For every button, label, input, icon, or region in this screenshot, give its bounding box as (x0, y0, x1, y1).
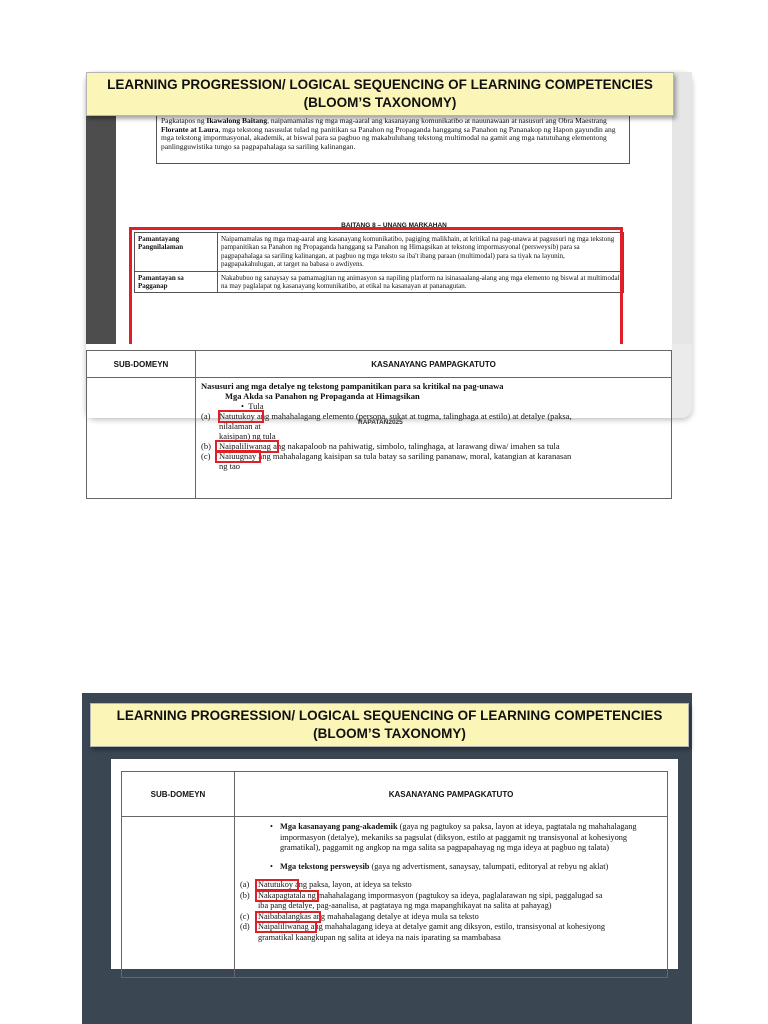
competency-heading: Nasusuri ang mga detalye ng tekstong pampanitikan para sa kritikal na pag-unawa (201, 381, 504, 391)
standard-label: Pamantayang Pangnilalaman (135, 233, 218, 272)
title-banner (90, 703, 689, 747)
grade-label: Ikawalong Baitang (206, 116, 268, 125)
list-item: (c) Naiuugnay ang mahahalagang kaisipan sa tula batay sa sariling pananaw, moral, katangian at karanasan ng tao (201, 451, 572, 471)
competency-content (235, 817, 667, 943)
literary-title: Florante at Laura (161, 124, 219, 134)
column-header-subdomain: SUB-DOMEYN (87, 351, 196, 378)
verb-highlight-box (255, 921, 317, 933)
curriculum-page-excerpt (116, 114, 672, 344)
list-item: (a) Natutukoy ang paksa, layon, at ideya sa teksto (240, 880, 412, 889)
table-header-row (87, 351, 672, 378)
list-item: (a) Natutukoy ang mahahalagang elemento (persona, sukat at tugma, talinghaga at estilo) at detalye (paksa, nilalaman at kaisipan) ng tula (201, 411, 572, 441)
competency-verb: Naipaliliwanag (219, 441, 271, 451)
banner-title-line-1: LEARNING PROGRESSION/ LOGICAL SEQUENCING OF LEARNING COMPETENCIES (116, 708, 663, 723)
table-row (122, 817, 668, 978)
quarter-label: BAITANG 8 – UNANG MARKAHAN (341, 222, 447, 229)
competency-content (196, 378, 671, 471)
subdomain-cell (87, 378, 196, 499)
slide-1-right-strip (672, 72, 692, 344)
competency-verb: Naibabalangkas (258, 911, 311, 921)
list-item: • Mga tekstong persweysib (gaya ng advertisment, sanaysay, talumpati, editoryal at rebyu ng aklat) (270, 861, 609, 871)
banner-title-line-2: (BLOOM’S TAXONOMY) (313, 726, 466, 741)
competency-cell (235, 817, 668, 978)
subdomain-cell (122, 817, 235, 978)
competency-subheading: Mga Akda sa Panahon ng Propaganda at Himagsikan (225, 391, 420, 401)
competency-cell (196, 378, 672, 499)
banner-title-line-1: LEARNING PROGRESSION/ LOGICAL SEQUENCING OF LEARNING COMPETENCIES (107, 77, 653, 92)
list-item: • Mga kasanayang pang-akademik (gaya ng pagtukoy sa paksa, layon at ideya, pagtatala ng mahahalagang impormasyon (detalye), mekaniks sa pagsulat (diksyon, estilo at paggamit ng transisyonal at kohesiyong gramatikal), paggamit ng angkop na mga salita sa pagpapahayag ng mga ideya at pagbuo ng talata) (270, 822, 637, 852)
standard-text: Naipamamalas ng mga mag-aaral ang kasanayang komunikatibo, pagiging malikhain, at kritikal na pag-unawa at pagsusuri ng mga tekstong pampanitikan sa Panahon ng Propaganda hanggang sa Panahon ng Himagsikan at tekstong impormasyonal (persweysib) para sa pagpapahalaga sa sariling kalinangan, at pagbuo ng mga teksto sa iba't ibang paraan (multimodal) para sa tiyak na layunin, pagpapakahulugan, at target na babasa o awdiyens. (218, 233, 624, 272)
slide-2 (82, 693, 692, 1024)
intro-paragraph: Pagkatapos ng Ikawalong Baitang, naipamamalas ng mga mag-aaral ang kasanayang komunikatibo at nauunawaan at nasusuri ang Obra Maestrang Florante at Laura, mga tekstong nasusulat tulad ng panitikan sa Panahon ng Propaganda hanggang sa Panahon ng Pananakop ng Hapon gayundin ang mga tekstong impormasyonal, akademik, at biswal para sa pagbuo ng makabuluhang tekstong multimodal na gamit ang mga natutuhang elementong panlingguwistika tungo sa pagpapahalaga sa sariling kalinangan. (156, 114, 630, 164)
column-header-competency: KASANAYANG PAMPAGKATUTO (196, 351, 672, 378)
standard-text: Nakabubuo ng sanaysay sa pamamagitan ng animasyon sa napiling platform na isinasaalang-alang ang mga elemento ng biswal at multimodal na may paglalapat ng kasanayang komunikatibo, at etikal na kasanayan at pananagutan. (218, 271, 624, 293)
list-item: • Tula (241, 401, 264, 411)
competency-verb: Natutukoy (219, 411, 255, 421)
verb-highlight-box (215, 450, 261, 463)
table-header-row (122, 772, 668, 817)
column-header-competency: KASANAYANG PAMPAGKATUTO (235, 772, 668, 817)
verb-highlight-box (255, 890, 319, 902)
verb-highlight-box (218, 410, 264, 423)
standard-label: Pamantayan sa Pagganap (135, 271, 218, 293)
list-item: (c) Naibabalangkas ang mahahalagang detalye at ideya mula sa teksto (240, 911, 479, 921)
list-item: (b) Nakapagtatala ng mahahalagang impormasyon (pagtukoy sa ideya, paglalarawan ng sipi, paggalugad sa iba pang detalye, pag-aanalisa, at pagtataya ng mga mapanghikayat na salita at pahayag) (240, 890, 603, 910)
competency-verb: Nakapagtatala (258, 890, 306, 900)
table-row (87, 378, 672, 499)
title-banner (86, 72, 674, 116)
banner-title-line-2: (BLOOM’S TAXONOMY) (303, 95, 457, 110)
column-header-subdomain: SUB-DOMEYN (122, 772, 235, 817)
competency-page-excerpt (111, 759, 678, 969)
competency-verb: Naiuugnay (219, 451, 257, 461)
list-item: (b) Naipaliliwanag ang nakapaloob na pahiwatig, simbolo, talinghaga, at larawang diwa/ imahen sa tula (201, 441, 560, 451)
competency-verb: Natutukoy (258, 880, 294, 889)
list-item: (d) Naipaliliwanag ang mahahalagang ideya at detalye gamit ang diksyon, estilo, transisyonal at kohesiyong gramatikal kaangkupan ng salita at ideya na nais iparating sa mambabasa (240, 922, 605, 942)
footer-credit: RAPATAN2025 (358, 419, 403, 426)
competency-verb: Naipaliliwanag (258, 922, 309, 931)
competency-table (121, 771, 668, 978)
